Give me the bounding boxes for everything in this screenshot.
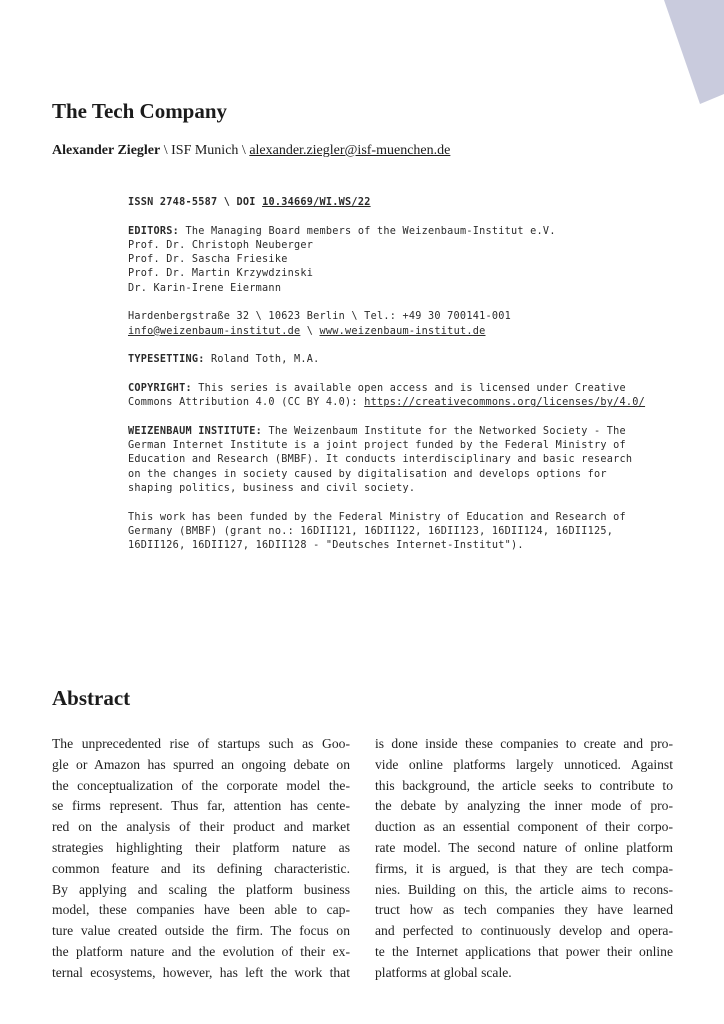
editors-text: The Managing Board members of the Weizenbaum-Institut e.V. [179, 225, 556, 237]
funding-text: Germany (BMBF) (grant no.: 16DII121, 16DII122, 16DII123, 16DII124, 16DII125, [128, 525, 614, 537]
editors-block [128, 225, 688, 296]
author-separator: \ [238, 143, 250, 158]
contact-block [128, 310, 688, 339]
editor-name: Prof. Dr. Sascha Friesike [128, 254, 288, 266]
abstract-line: vide online platforms largely unnoticed. Against [375, 756, 673, 772]
copyright-text: Commons Attribution 4.0 (CC BY 4.0): [128, 397, 365, 409]
institute-text: The Weizenbaum Institute for the Networked Society - The [262, 425, 626, 437]
website-link[interactable]: www.weizenbaum-institut.de [319, 325, 486, 337]
publication-info [128, 196, 688, 568]
abstract-line: the debate by analyzing the inner mode of pro- [375, 798, 673, 814]
author-affiliation: ISF Munich [171, 143, 239, 158]
abstract-line: gle or Amazon has spurred an ongoing debate on [52, 756, 350, 772]
typesetting-label: TYPESETTING: [128, 354, 205, 366]
funding-text: 16DII126, 16DII127, 16DII128 - "Deutsches Internet-Institut"). [128, 540, 524, 552]
institute-block [128, 425, 688, 496]
doi-link[interactable]: 10.34669/WI.WS/22 [262, 197, 371, 208]
abstract-column-right [375, 734, 673, 984]
editor-name: Dr. Karin-Irene Eiermann [128, 282, 282, 294]
author-email-link[interactable]: alexander.ziegler@isf-muenchen.de [249, 143, 451, 158]
license-link[interactable]: https://creativecommons.org/licenses/by/4.0/ [364, 397, 646, 409]
abstract-line: te the Internet applications that power their online [375, 943, 673, 959]
abstract-line: The unprecedented rise of startups such as Goo- [52, 736, 350, 751]
abstract-line: common feature and its defining characteristic. [52, 860, 350, 876]
issn-block [128, 196, 688, 210]
issn-label: ISSN 2748-5587 \ DOI [128, 197, 263, 208]
abstract-line: the conceptualization of the corporate model the- [52, 777, 350, 793]
abstract-line: truct how as tech companies they have learned [375, 902, 673, 918]
editors-label: EDITORS: [128, 225, 180, 237]
institute-text: shaping politics, business and civil society. [128, 482, 416, 494]
abstract-line: platforms at global scale. [375, 964, 512, 980]
abstract-line: ternal ecosystems, however, has left the work that [52, 964, 350, 980]
abstract-line: duction as an essential component of their corpo- [375, 819, 673, 835]
abstract-line: strategies highlighting their platform nature as [52, 839, 350, 855]
abstract-heading: Abstract [52, 686, 131, 710]
abstract-line: se firms represent. Thus far, attention has cente- [52, 798, 350, 814]
contact-separator: \ [300, 325, 320, 337]
abstract-line: and perfected to continuously develop and opera- [375, 923, 673, 939]
abstract-line: the platform nature and the evolution of their ex- [52, 943, 350, 959]
abstract-line: ture value created outside the firm. The focus on [52, 923, 350, 939]
paper-title: The Tech Company [52, 99, 228, 123]
abstract-line: By applying and scaling the platform business [52, 881, 350, 897]
contact-email-link[interactable]: info@weizenbaum-institut.de [128, 325, 301, 337]
abstract-line: red on the analysis of their product and market [52, 819, 350, 835]
typesetting-text: Roland Toth, M.A. [204, 354, 320, 366]
author-name: Alexander Ziegler [52, 143, 161, 158]
abstract-line: is done inside these companies to create and pro- [375, 736, 673, 751]
editor-name: Prof. Dr. Martin Krzywdzinski [128, 268, 314, 280]
author-separator: \ [160, 143, 172, 158]
abstract-line: nies. Building on this, the article aims to recons- [375, 881, 673, 897]
author-line [52, 143, 450, 159]
corner-decoration [664, 0, 724, 104]
abstract-column-left [52, 734, 350, 984]
copyright-text: This series is available open access and is licensed under Creative [191, 382, 626, 394]
copyright-label: COPYRIGHT: [128, 382, 192, 394]
typesetting-block [128, 353, 688, 367]
copyright-block [128, 382, 688, 411]
abstract-line: rate model. The second nature of online platform [375, 839, 673, 855]
editor-name: Prof. Dr. Christoph Neuberger [128, 239, 314, 251]
institute-label: WEIZENBAUM INSTITUTE: [128, 425, 263, 437]
funding-text: This work has been funded by the Federal Ministry of Education and Research of [128, 511, 626, 523]
institute-text: Education and Research (BMBF). It conducts interdisciplinary and basic research [128, 454, 633, 466]
address: Hardenbergstraße 32 \ 10623 Berlin \ Tel.: +49 30 700141-001 [128, 311, 512, 323]
abstract-line: this background, the article seeks to contribute to [375, 777, 673, 793]
institute-text: on the changes in society caused by digitalisation and develops options for [128, 468, 607, 480]
funding-block [128, 511, 688, 554]
institute-text: German Internet Institute is a joint project funded by the Federal Ministry of [128, 440, 626, 452]
abstract-line: firms, it is argued, is that they are tech compa- [375, 860, 673, 876]
abstract-line: model, these companies have been able to cap- [52, 902, 350, 918]
